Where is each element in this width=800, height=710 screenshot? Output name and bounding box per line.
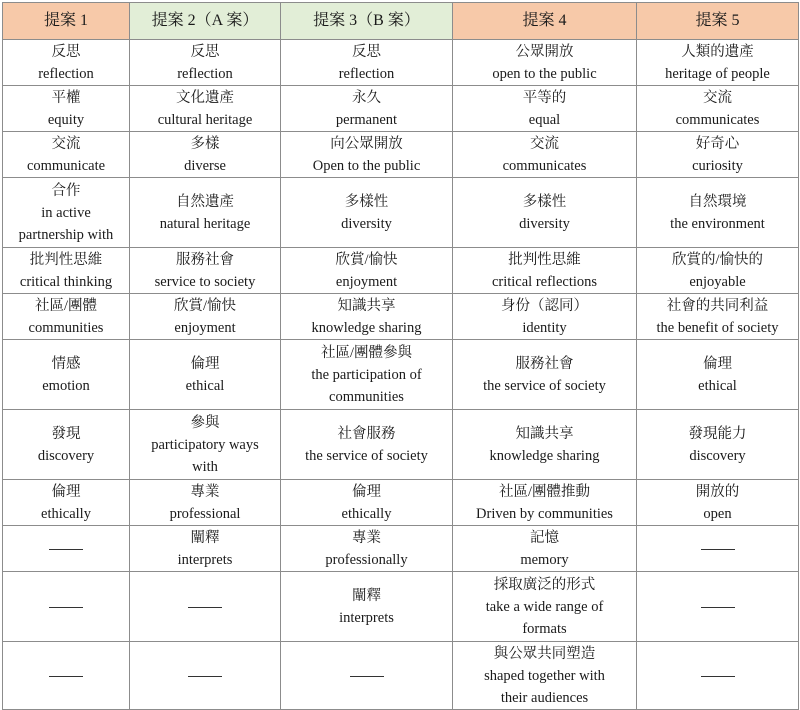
cell-term-zh: 多樣性 [344,193,389,210]
cell-term-zh: 交流 [703,89,732,106]
table-cell [3,40,130,86]
table-cell [130,40,281,86]
table-row [3,340,799,410]
cell-term-en: the environment [670,215,765,232]
cell-term-en: emotion [42,377,90,394]
cell-term-en: reflection [177,65,233,82]
cell-term-en: enjoyment [335,273,398,290]
cell-term-zh: 社區/團體 [34,297,98,314]
table-cell [3,340,130,410]
table-cell [637,178,799,248]
cell-term-zh: 反思 [352,43,381,60]
table-body [3,40,799,710]
cell-term-en: discovery [37,447,95,464]
table-cell [453,86,637,132]
table-cell [453,642,637,710]
cell-term-zh: 倫理 [703,355,732,372]
cell-term-en: open [703,505,732,522]
header-proposal-4: 提案 4 [453,3,637,40]
empty-dash [701,607,735,608]
table-cell [281,480,453,526]
table-cell [3,132,130,178]
cell-term-en: memory [520,551,569,568]
table-cell [3,526,130,572]
cell-term-en: communities [28,319,104,336]
cell-term-zh: 倫理 [190,355,220,372]
header-row [3,3,799,40]
cell-term-zh: 多樣性 [522,193,567,210]
table-cell [281,526,453,572]
table-cell [453,526,637,572]
cell-term-zh: 闡釋 [352,587,381,604]
cell-term-zh: 平權 [51,89,81,106]
cell-term-zh: 永久 [352,89,381,106]
table-cell [637,40,799,86]
table-cell [130,642,281,710]
empty-dash [188,676,222,677]
cell-term-zh: 情感 [51,355,81,372]
table-cell [130,340,281,410]
cell-term-zh: 專業 [190,483,220,500]
cell-term-zh: 參與 [190,414,220,431]
cell-term-en: their audiences [500,689,589,706]
table-row [3,40,799,86]
proposals-table [2,2,799,710]
table-cell [637,132,799,178]
cell-term-zh: 服務社會 [515,355,574,372]
cell-term-en: take a wide range of [485,598,604,615]
table-cell [453,294,637,340]
cell-term-en: identity [522,319,567,336]
cell-term-zh: 知識共享 [337,297,396,314]
cell-term-en: cultural heritage [157,111,253,128]
cell-term-en: knowledge sharing [489,447,600,464]
cell-term-en: participatory ways [151,436,259,453]
cell-term-zh: 發現能力 [688,425,747,442]
table-row [3,572,799,642]
table-cell [130,132,281,178]
cell-term-en: the participation of [311,366,422,383]
cell-term-en: ethically [341,505,392,522]
cell-term-zh: 平等的 [522,89,567,106]
table-row [3,642,799,710]
cell-term-en: heritage of people [665,65,770,82]
table-row [3,86,799,132]
table-cell [453,40,637,86]
cell-term-en: the benefit of society [656,319,779,336]
table-row [3,294,799,340]
cell-term-zh: 社會的共同利益 [666,297,769,314]
table-cell [3,86,130,132]
empty-dash [49,607,83,608]
cell-term-en: interprets [177,551,233,568]
cell-term-zh: 公眾開放 [515,43,574,60]
table-cell [3,294,130,340]
cell-term-zh: 倫理 [51,483,81,500]
cell-term-en: ethically [41,505,91,522]
cell-term-zh: 身份（認同） [501,297,588,314]
cell-term-en: equity [47,111,85,128]
table-cell [281,132,453,178]
cell-term-en: permanent [335,111,398,128]
table-cell [637,294,799,340]
table-cell [637,340,799,410]
table-cell [281,294,453,340]
cell-term-en: with [192,458,218,475]
cell-term-zh: 人類的遺產 [681,43,754,60]
table-cell [3,178,130,248]
table-cell [3,248,130,294]
cell-term-en: knowledge sharing [311,319,422,336]
cell-term-en: diversity [519,215,570,232]
table-cell [453,410,637,480]
cell-term-en: shaped together with [484,667,605,684]
cell-term-en: communicate [26,157,106,174]
table-cell [637,86,799,132]
cell-term-zh: 記憶 [530,529,559,546]
cell-term-zh: 專業 [352,529,381,546]
table-cell [130,294,281,340]
cell-term-en: communicates [675,111,760,128]
cell-term-zh: 闡釋 [190,529,220,546]
empty-dash [701,676,735,677]
cell-term-en: critical thinking [19,273,113,290]
cell-term-en: professionally [325,551,408,568]
cell-term-en: ethical [185,377,225,394]
cell-term-zh: 反思 [190,43,220,60]
table-cell [281,178,453,248]
cell-term-zh: 好奇心 [695,135,740,152]
cell-term-en: reflection [338,65,395,82]
cell-term-en: communities [329,388,404,405]
cell-term-en: diversity [341,215,392,232]
table-cell [453,572,637,642]
table-row [3,248,799,294]
cell-term-en: critical reflections [491,273,598,290]
empty-dash [350,676,384,677]
cell-term-en: interprets [339,609,394,626]
table-cell [3,480,130,526]
table-cell [130,480,281,526]
cell-term-zh: 與公眾共同塑造 [493,645,596,662]
cell-term-en: discovery [689,447,746,464]
cell-term-en: ethical [698,377,737,394]
cell-term-zh: 社區/團體推動 [498,483,591,500]
cell-term-zh: 欣賞/愉快 [173,297,237,314]
cell-term-en: service to society [154,273,256,290]
cell-term-zh: 服務社會 [176,251,234,268]
table-cell [130,86,281,132]
cell-term-en: the service of society [305,447,428,464]
table-row [3,480,799,526]
cell-term-zh: 欣賞的/愉快的 [671,251,764,268]
table-cell [281,340,453,410]
table-cell [637,642,799,710]
table-cell [453,480,637,526]
table-cell [281,410,453,480]
empty-dash [701,549,735,550]
cell-term-zh: 知識共享 [515,425,574,442]
cell-term-zh: 合作 [51,182,81,199]
table-row [3,410,799,480]
cell-term-en: in active [41,204,91,221]
table-row [3,178,799,248]
table-cell [130,410,281,480]
cell-term-zh: 採取廣泛的形式 [493,576,596,593]
table-cell [281,642,453,710]
table-cell [130,178,281,248]
table-cell [3,572,130,642]
cell-term-en: diverse [184,157,226,174]
table-cell [130,572,281,642]
table-cell [281,86,453,132]
cell-term-zh: 批判性思維 [508,251,581,268]
cell-term-en: enjoyable [689,273,746,290]
cell-term-zh: 向公眾開放 [330,135,403,152]
empty-dash [49,676,83,677]
table-cell [453,340,637,410]
table-cell [281,572,453,642]
table-cell [637,410,799,480]
table-row [3,526,799,572]
cell-term-zh: 欣賞/愉快 [335,251,398,268]
cell-term-en: open to the public [492,65,597,82]
cell-term-en: curiosity [692,157,743,174]
cell-term-zh: 批判性思維 [29,251,103,268]
cell-term-zh: 社會服務 [337,425,396,442]
cell-term-zh: 社區/團體參與 [320,344,413,361]
table-cell [281,248,453,294]
table-cell [453,132,637,178]
cell-term-zh: 交流 [530,135,559,152]
table-cell [637,480,799,526]
cell-term-en: natural heritage [159,215,251,232]
table-cell [130,526,281,572]
cell-term-zh: 自然環境 [688,193,747,210]
cell-term-zh: 自然遺產 [176,193,234,210]
empty-dash [188,607,222,608]
table-cell [637,572,799,642]
cell-term-zh: 開放的 [695,483,740,500]
cell-term-en: Driven by communities [476,505,613,522]
cell-term-en: reflection [38,65,94,82]
table-cell [281,40,453,86]
table-cell [453,248,637,294]
cell-term-en: enjoyment [174,319,236,336]
cell-term-en: professional [169,505,241,522]
table-cell [130,248,281,294]
empty-dash [49,549,83,550]
table-cell [3,642,130,710]
table-cell [453,178,637,248]
header-proposal-2: 提案 2（A 案） [130,3,281,40]
cell-term-zh: 倫理 [352,483,381,500]
cell-term-zh: 發現 [51,425,81,442]
cell-term-en: the service of society [483,377,606,394]
table-cell [637,526,799,572]
header-proposal-3: 提案 3（B 案） [281,3,453,40]
cell-term-zh: 反思 [51,43,81,60]
cell-term-zh: 多樣 [190,135,220,152]
table-cell [637,248,799,294]
header-proposal-5: 提案 5 [637,3,799,40]
cell-term-en: formats [522,620,567,637]
header-proposal-1: 提案 1 [3,3,130,40]
cell-term-zh: 文化遺產 [176,89,234,106]
cell-term-en: communicates [502,157,587,174]
table-row [3,132,799,178]
cell-term-en: equal [528,111,561,128]
table-header [3,3,799,40]
cell-term-en: partnership with [18,226,114,243]
cell-term-en: Open to the public [312,157,421,174]
cell-term-zh: 交流 [51,135,81,152]
table-cell [3,410,130,480]
